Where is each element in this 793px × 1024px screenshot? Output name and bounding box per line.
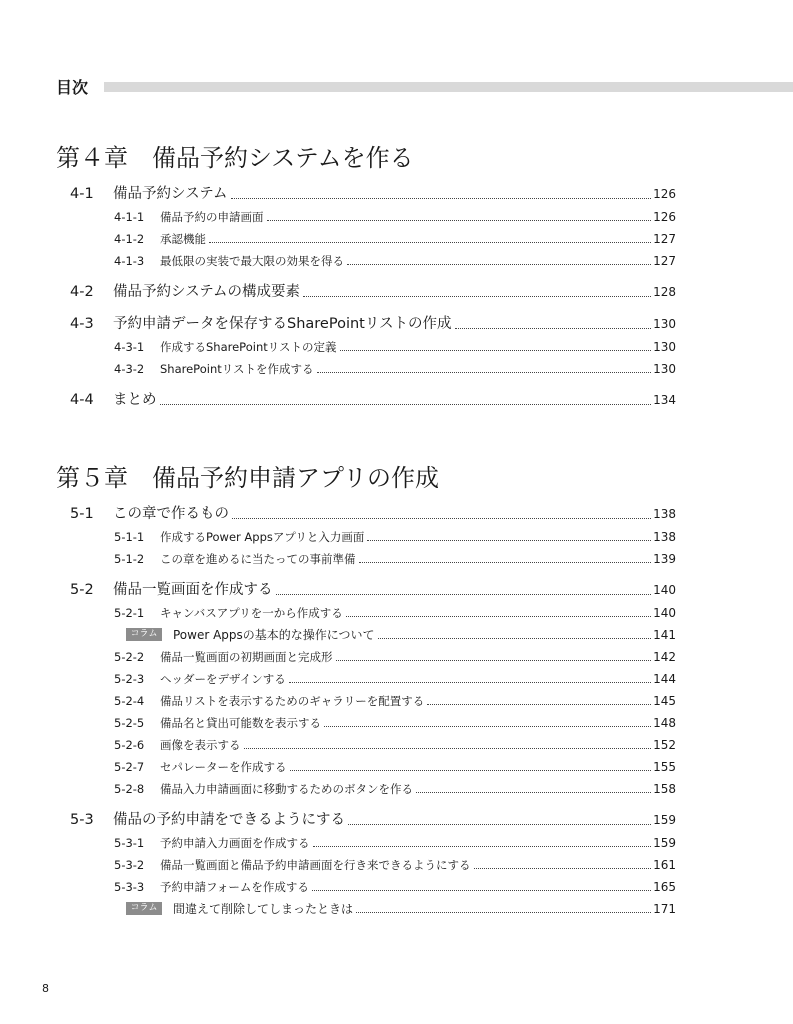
subsection-title: 備品名と貸出可能数を表示する bbox=[160, 716, 321, 730]
subsection-number: 4-3-1 bbox=[114, 340, 145, 354]
entry-page: 145 bbox=[653, 694, 676, 708]
toc-title: 目次 bbox=[56, 78, 89, 97]
section-title: 備品一覧画面を作成する bbox=[113, 582, 273, 598]
section-number: 4-3 bbox=[70, 316, 94, 332]
entry-page: 127 bbox=[653, 232, 676, 246]
toc-header bbox=[56, 76, 793, 100]
subsection-title: 備品リストを表示するためのギャラリーを配置する bbox=[160, 694, 425, 708]
entry-page: 144 bbox=[653, 672, 676, 686]
toc-subsection-entry[interactable] bbox=[0, 780, 676, 798]
entry-page: 155 bbox=[653, 760, 676, 774]
section-number: 5-3 bbox=[70, 812, 94, 828]
entry-page: 159 bbox=[653, 836, 676, 850]
dot-leader bbox=[336, 660, 652, 661]
toc-subsection-entry[interactable] bbox=[0, 338, 676, 356]
section-title: 備品の予約申請をできるようにする bbox=[113, 812, 345, 828]
chapter-heading bbox=[56, 462, 439, 494]
section-number: 5-2 bbox=[70, 582, 94, 598]
column-badge: コラム bbox=[126, 902, 162, 915]
subsection-number: 5-2-7 bbox=[114, 760, 145, 774]
dot-leader bbox=[276, 594, 652, 595]
section-number: 4-4 bbox=[70, 392, 94, 408]
dot-leader bbox=[474, 868, 652, 869]
dot-leader bbox=[160, 404, 652, 405]
toc-subsection-entry[interactable] bbox=[0, 252, 676, 270]
subsection-number: 4-1-1 bbox=[114, 210, 145, 224]
section-title: 備品予約システムの構成要素 bbox=[113, 284, 301, 300]
chapter-number: 第５章 bbox=[56, 464, 128, 492]
toc-subsection-entry[interactable] bbox=[0, 208, 676, 226]
dot-leader bbox=[359, 562, 652, 563]
subsection-title: キャンバスアプリを一から作成する bbox=[160, 606, 343, 620]
section-title: まとめ bbox=[113, 392, 157, 408]
section-page: 130 bbox=[653, 317, 676, 331]
entry-page: 152 bbox=[653, 738, 676, 752]
subsection-number: 5-2-3 bbox=[114, 672, 145, 686]
dot-leader bbox=[378, 638, 652, 639]
subsection-number: 5-3-1 bbox=[114, 836, 145, 850]
page-number: 8 bbox=[42, 982, 49, 995]
toc-section-entry[interactable] bbox=[0, 314, 676, 334]
subsection-title: 備品一覧画面と備品予約申請画面を行き来できるようにする bbox=[160, 858, 471, 872]
subsection-number: 5-2-2 bbox=[114, 650, 145, 664]
toc-section-entry[interactable] bbox=[0, 390, 676, 410]
dot-leader bbox=[231, 198, 652, 199]
dot-leader bbox=[312, 890, 651, 891]
toc-subsection-entry[interactable] bbox=[0, 604, 676, 622]
subsection-number: 5-1-1 bbox=[114, 530, 145, 544]
chapter-number: 第４章 bbox=[56, 144, 128, 172]
toc-section-entry[interactable] bbox=[0, 810, 676, 830]
subsection-number: 4-1-2 bbox=[114, 232, 145, 246]
entry-page: 138 bbox=[653, 530, 676, 544]
dot-leader bbox=[313, 846, 652, 847]
dot-leader bbox=[416, 792, 651, 793]
toc-column-entry[interactable] bbox=[0, 626, 676, 644]
dot-leader bbox=[209, 242, 651, 243]
entry-page: 165 bbox=[653, 880, 676, 894]
toc-section-entry[interactable] bbox=[0, 184, 676, 204]
toc-subsection-entry[interactable] bbox=[0, 230, 676, 248]
chapter-title: 備品予約システムを作る bbox=[152, 144, 414, 172]
entry-page: 141 bbox=[653, 628, 676, 642]
dot-leader bbox=[455, 328, 652, 329]
toc-section-entry[interactable] bbox=[0, 282, 676, 302]
subsection-number: 5-2-4 bbox=[114, 694, 145, 708]
subsection-title: 最低限の実装で最大限の効果を得る bbox=[160, 254, 344, 268]
dot-leader bbox=[348, 824, 651, 825]
entry-page: 161 bbox=[653, 858, 676, 872]
subsection-title: 備品予約の申請画面 bbox=[160, 210, 264, 224]
subsection-number: 5-2-8 bbox=[114, 782, 145, 796]
dot-leader bbox=[244, 748, 652, 749]
subsection-title: 備品一覧画面の初期画面と完成形 bbox=[160, 650, 333, 664]
toc-subsection-entry[interactable] bbox=[0, 670, 676, 688]
subsection-title: 予約申請入力画面を作成する bbox=[160, 836, 310, 850]
column-title: 間違えて削除してしまったときは bbox=[173, 902, 354, 916]
entry-page: 139 bbox=[653, 552, 676, 566]
toc-subsection-entry[interactable] bbox=[0, 648, 676, 666]
section-title: この章で作るもの bbox=[113, 506, 229, 522]
column-badge: コラム bbox=[126, 628, 162, 641]
dot-leader bbox=[267, 220, 652, 221]
dot-leader bbox=[303, 296, 651, 297]
section-page: 126 bbox=[653, 187, 676, 201]
entry-page: 126 bbox=[653, 210, 676, 224]
toc-subsection-entry[interactable] bbox=[0, 758, 676, 776]
dot-leader bbox=[340, 350, 652, 351]
dot-leader bbox=[347, 264, 651, 265]
subsection-title: 承認機能 bbox=[160, 232, 206, 246]
toc-subsection-entry[interactable] bbox=[0, 714, 676, 732]
dot-leader bbox=[290, 770, 652, 771]
entry-page: 158 bbox=[653, 782, 676, 796]
section-title: 予約申請データを保存するSharePointリストの作成 bbox=[113, 316, 452, 332]
entry-page: 130 bbox=[653, 362, 676, 376]
subsection-title: ヘッダーをデザインする bbox=[160, 672, 286, 686]
section-number: 5-1 bbox=[70, 506, 94, 522]
dot-leader bbox=[324, 726, 651, 727]
section-page: 134 bbox=[653, 393, 676, 407]
entry-page: 142 bbox=[653, 650, 676, 664]
subsection-title: セパレーターを作成する bbox=[160, 760, 287, 774]
section-number: 4-1 bbox=[70, 186, 94, 202]
subsection-title: 予約申請フォームを作成する bbox=[160, 880, 309, 894]
subsection-number: 5-2-5 bbox=[114, 716, 145, 730]
toc-section-entry[interactable] bbox=[0, 580, 676, 600]
subsection-title: SharePointリストを作成する bbox=[160, 362, 314, 376]
entry-page: 127 bbox=[653, 254, 676, 268]
entry-page: 148 bbox=[653, 716, 676, 730]
entry-page: 171 bbox=[653, 902, 676, 916]
dot-leader bbox=[232, 518, 651, 519]
section-number: 4-2 bbox=[70, 284, 94, 300]
dot-leader bbox=[427, 704, 651, 705]
subsection-number: 5-3-2 bbox=[114, 858, 145, 872]
subsection-title: 画像を表示する bbox=[160, 738, 241, 752]
header-divider-bar bbox=[104, 82, 793, 92]
subsection-title: 作成するPower Appsアプリと入力画面 bbox=[160, 530, 365, 544]
toc-subsection-entry[interactable] bbox=[0, 528, 676, 546]
subsection-number: 5-3-3 bbox=[114, 880, 145, 894]
dot-leader bbox=[356, 912, 651, 913]
subsection-number: 5-1-2 bbox=[114, 552, 145, 566]
entry-page: 140 bbox=[653, 606, 676, 620]
toc-subsection-entry[interactable] bbox=[0, 736, 676, 754]
subsection-number: 5-2-6 bbox=[114, 738, 145, 752]
chapter-title: 備品予約申請アプリの作成 bbox=[152, 464, 440, 492]
toc-subsection-entry[interactable] bbox=[0, 550, 676, 568]
toc-subsection-entry[interactable] bbox=[0, 692, 676, 710]
toc-column-entry[interactable] bbox=[0, 900, 676, 918]
dot-leader bbox=[346, 616, 651, 617]
toc-subsection-entry[interactable] bbox=[0, 878, 676, 896]
section-page: 128 bbox=[653, 285, 676, 299]
subsection-number: 5-2-1 bbox=[114, 606, 145, 620]
toc-subsection-entry[interactable] bbox=[0, 360, 676, 378]
subsection-title: 作成するSharePointリストの定義 bbox=[160, 340, 337, 354]
toc-subsection-entry[interactable] bbox=[0, 834, 676, 852]
dot-leader bbox=[317, 372, 652, 373]
subsection-number: 4-3-2 bbox=[114, 362, 145, 376]
section-page: 140 bbox=[653, 583, 676, 597]
dot-leader bbox=[367, 540, 651, 541]
chapter-heading bbox=[56, 142, 414, 174]
toc-section-entry[interactable] bbox=[0, 504, 676, 524]
section-page: 138 bbox=[653, 507, 676, 521]
subsection-number: 4-1-3 bbox=[114, 254, 145, 268]
column-title: Power Appsの基本的な操作について bbox=[173, 628, 375, 642]
section-title: 備品予約システム bbox=[113, 186, 228, 202]
toc-subsection-entry[interactable] bbox=[0, 856, 676, 874]
dot-leader bbox=[289, 682, 651, 683]
entry-page: 130 bbox=[653, 340, 676, 354]
subsection-title: 備品入力申請画面に移動するためのボタンを作る bbox=[160, 782, 413, 796]
section-page: 159 bbox=[653, 813, 676, 827]
subsection-title: この章を進めるに当たっての事前準備 bbox=[160, 552, 356, 566]
